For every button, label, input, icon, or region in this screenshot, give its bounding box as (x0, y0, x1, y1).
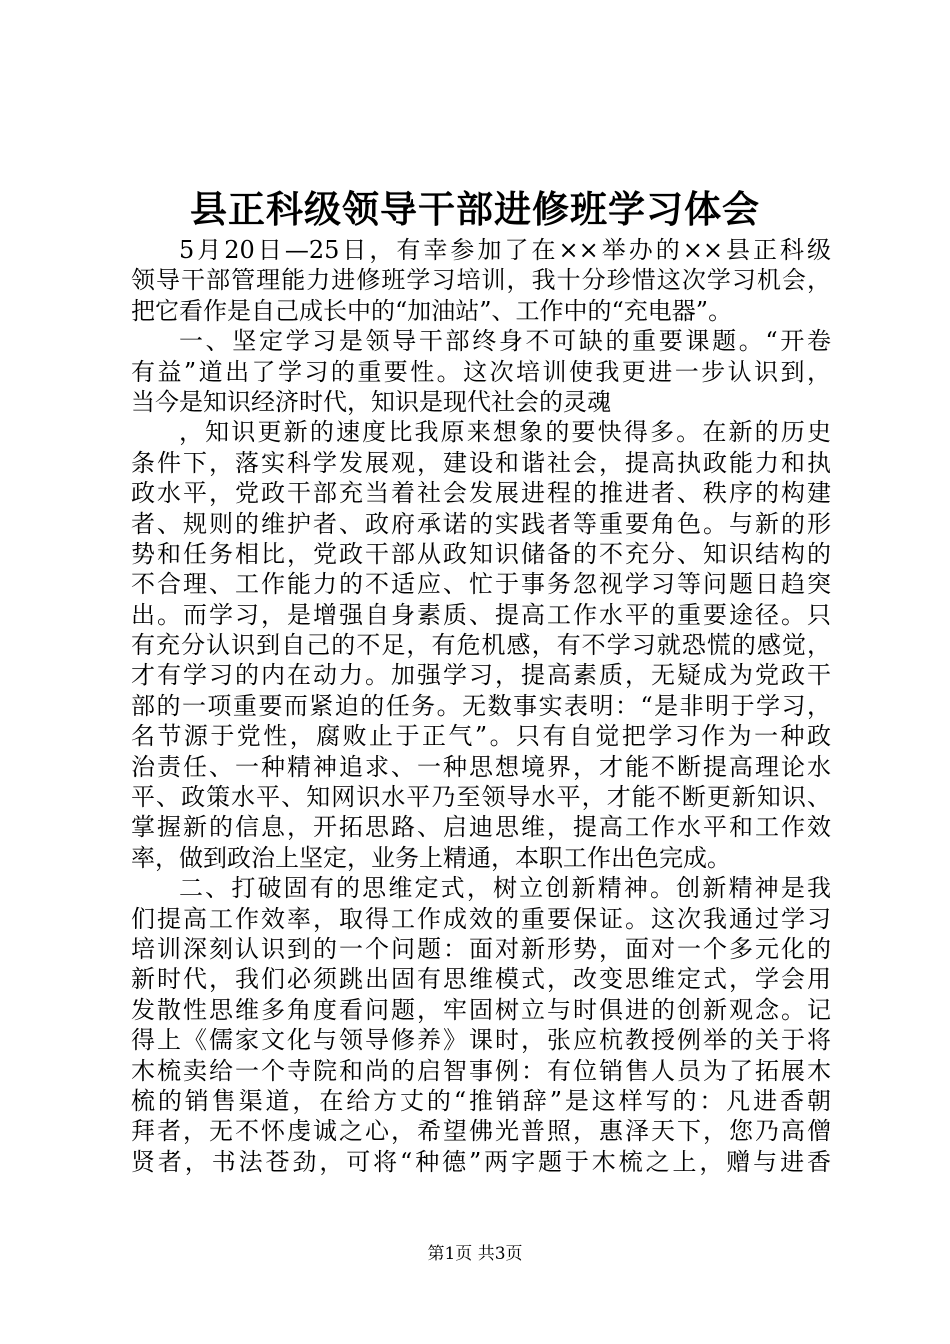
text-line: 5月20日—25日，有幸参加了在××举办的××县正科级 (179, 236, 831, 264)
text-line: 二、打破固有的思维定式，树立创新精神。创新精神是我 (179, 874, 831, 903)
text-line: 木梳卖给一个寺院和尚的启智事例：有位销售人员为了拓展木 (131, 1056, 831, 1085)
text-line: 出。而学习，是增强自身素质、提高工作水平的重要途径。只 (131, 600, 831, 629)
text-line: 培训深刻认识到的一个问题：面对新形势，面对一个多元化的 (131, 934, 831, 963)
text-line: 者、规则的维护者、政府承诺的实践者等重要角色。与新的形 (131, 509, 831, 538)
page-number-footer: 第1页 共3页 (427, 1244, 523, 1264)
text-line: 率，做到政治上坚定，业务上精通，本职工作出色完成。 (131, 843, 731, 872)
text-line: 当今是知识经济时代，知识是现代社会的灵魂 (131, 387, 611, 416)
text-line: 政水平，党政干部充当着社会发展进程的推进者、秩序的构建 (131, 479, 831, 508)
text-line: 发散性思维多角度看问题，牢固树立与时俱进的创新观念。记 (131, 995, 831, 1024)
text-line: 名节源于党性，腐败止于正气”。只有自觉把学习作为一种政 (131, 722, 831, 751)
text-line: 有充分认识到自己的不足，有危机感，有不学习就恐慌的感觉， (131, 631, 831, 660)
text-line: 势和任务相比，党政干部从政知识储备的不充分、知识结构的 (131, 539, 831, 568)
text-line: 不合理、工作能力的不适应、忙于事务忽视学习等问题日趋突 (131, 570, 831, 599)
text-line: 一、坚定学习是领导干部终身不可缺的重要课题。“开卷 (179, 327, 831, 356)
text-line: 新时代，我们必须跳出固有思维模式，改变思维定式，学会用 (131, 965, 831, 994)
text-line: 才有学习的内在动力。加强学习，提高素质，无疑成为党政干 (131, 661, 831, 690)
document-body (131, 235, 831, 1177)
text-line: 拜者，无不怀虔诚之心，希望佛光普照，惠泽天下，您乃高僧 (131, 1117, 831, 1146)
text-line: 部的一项重要而紧迫的任务。无数事实表明：“是非明于学习， (131, 691, 831, 720)
text-line: 贤者，书法苍劲，可将“种德”两字题于木梳之上，赠与进香 (131, 1147, 831, 1176)
text-line: 治责任、一种精神追求、一种思想境界，才能不断提高理论水 (131, 752, 831, 781)
text-line: 平、政策水平、知网识水平乃至领导水平，才能不断更新知识、 (131, 783, 831, 812)
text-line: 领导干部管理能力进修班学习培训，我十分珍惜这次学习机会， (131, 266, 831, 295)
document-title: 县正科级领导干部进修班学习体会 (190, 187, 760, 231)
text-line: 们提高工作效率，取得工作成效的重要保证。这次我通过学习 (131, 904, 831, 933)
text-line: 掌握新的信息，开拓思路、启迪思维，提高工作水平和工作效 (131, 813, 831, 842)
text-line: 梳的销售渠道，在给方丈的“推销辞”是这样写的：凡进香朝 (131, 1086, 831, 1115)
text-line: 得上《儒家文化与领导修养》课时，张应杭教授例举的关于将 (131, 1026, 831, 1055)
text-line: 有益”道出了学习的重要性。这次培训使我更进一步认识到， (131, 357, 831, 386)
text-line: ，知识更新的速度比我原来想象的要快得多。在新的历史 (179, 418, 831, 447)
text-line: 条件下，落实科学发展观，建设和谐社会，提高执政能力和执 (131, 448, 831, 477)
text-line: 把它看作是自己成长中的“加油站”、工作中的“充电器”。 (131, 296, 733, 325)
